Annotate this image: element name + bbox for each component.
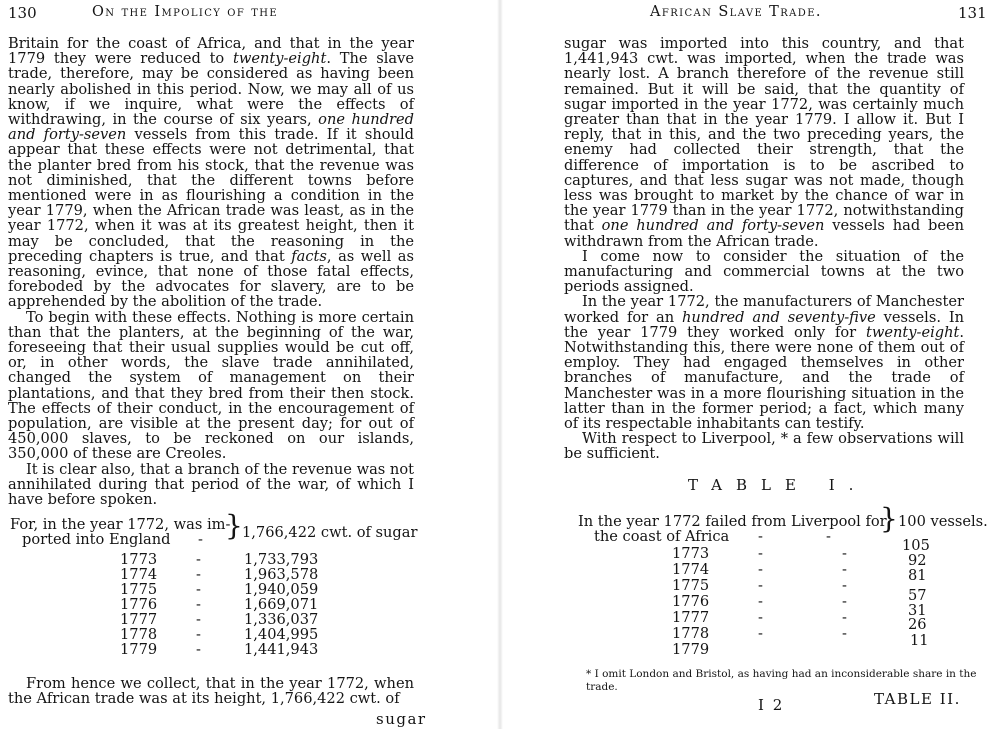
left-page-number: 130 [8,4,37,22]
table-row-year: 1776 [120,596,158,613]
sugar-table-label-1: For, in the year 1772, was im- [10,516,231,533]
table-row-year: 1775 [672,577,710,594]
right-running-head: African Slave Trade. [650,4,822,20]
right-text-block [564,36,964,462]
table-row-dash: - [842,545,847,562]
brace-icon: } [880,502,898,535]
table-row-value: 81 [908,567,927,584]
table-title: TABLE I. [688,476,868,494]
signature-mark: I 2 [758,696,785,714]
table-row-dash: - [196,641,201,658]
left-running-head: On the Impolicy of the [92,4,279,20]
table-row-year: 1773 [120,551,158,568]
table-row-dash: - [842,593,847,610]
sugar-table-dash: - [198,531,203,548]
table-row-value: 57 [908,587,927,604]
table-row-year: 1779 [120,641,158,658]
table-row-dash: - [842,609,847,626]
table-row-dash: - [196,611,201,628]
table-row-dash: - [758,609,763,626]
brace-icon: } [225,509,243,542]
left-paragraph-4: From hence we collect, that in the year 1772, when the African trade was at its height, 1,766,422 cwt. of [8,675,414,708]
sugar-table-label-2: ported into England [22,531,171,548]
table-row-year: 1774 [120,566,158,583]
table-row-year: 1778 [120,626,158,643]
right-page-number: 131 [958,4,987,22]
table-row-value: 1,441,943 [244,641,319,658]
table-row-value: 1,963,578 [244,566,319,583]
table-row-dash: - [758,593,763,610]
table-row-dash: - [842,577,847,594]
left-paragraph-4-block [8,676,414,706]
table-row-value: 1,669,071 [244,596,319,613]
table-row-value: 1,733,793 [244,551,319,568]
table-row-dash: - [758,577,763,594]
table-row-year: 1777 [672,609,710,626]
left-paragraph-1: Britain for the coast of Africa, and that in the year 1779 they were reduced to twenty-eight. The slave trade, therefore, may be considered as having been nearly abolished in this period. Now, we may all of us know, if we inquire, what were the effects of withdrawing, in the course of six years, one hundred and forty-seven vessels from this trade. If it should appear that these effects were not detrimental, that the planter bred from his stock, that the revenue was not diminished, that the different towns before mentioned were in as flourishing a condition in the year 1779, when the African trade was least, as in the year 1772, when it was at its greatest height, then it may be concluded, that the reasoning in the preceding chapters is true, and that facts, as well as reasoning, evince, that none of those fatal effects, foreboded by the advocates for slavery, are to be apprehended by the abolition of the trade. [8,35,414,311]
footnote: * I omit London and Bristol, as having had an inconsiderable share in the trade. [586,668,977,693]
table-row-dash: - [196,596,201,613]
liverpool-table-dash: - [826,528,831,545]
right-catchword: TABLE II. [874,690,961,708]
table-row-value: 1,404,995 [244,626,319,643]
left-text-block [8,36,414,507]
table-row-value: 92 [908,552,927,569]
table-row-value: 31 [908,602,927,619]
left-paragraph-3: It is clear also, that a branch of the revenue was not annihilated during that period of the war, of which I have before spoken. [8,460,414,509]
table-row-dash: - [842,625,847,642]
table-row-value: 1,940,059 [244,581,319,598]
table-row-value: 1,336,037 [244,611,319,628]
table-row-dash: - [842,561,847,578]
table-row-dash: - [758,545,763,562]
table-row-year: 1774 [672,561,710,578]
left-catchword: sugar [376,710,427,728]
table-row-year: 1776 [672,593,710,610]
table-row-value: 26 [908,616,927,633]
right-paragraph-4: With respect to Liverpool, * a few observations will be sufficient. [564,430,964,463]
right-paragraph-1: sugar was imported into this country, and that 1,441,943 cwt. was imported, when the trade was nearly lost. A branch therefore of the revenue still remained. But it will be said, that the quantity of sugar imported in the year 1772, was certainly much greater than that in the year 1779. I allow it. But I reply, that in this, and the two preceding years, the enemy had collected their strength, that the difference of importation is to be ascribed to captures, and that less sugar was not made, though less was brought to market by the chance of war in the year 1779 than in the year 1772, notwithstanding that one hundred and forty-seven vessels had been withdrawn from the African trade. [564,35,964,250]
table-row-dash: - [196,581,201,598]
table-row-dash: - [196,551,201,568]
table-row-year: 1778 [672,625,710,642]
table-row-dash: - [196,566,201,583]
table-row-year: 1775 [120,581,158,598]
sugar-table-first-value: 1,766,422 cwt. of sugar [242,524,418,541]
liverpool-table-first-value: 100 vessels. [898,513,988,530]
liverpool-table-label-1: In the year 1772 failed from Liverpool for [578,513,887,530]
table-row-value: 105 [902,537,930,554]
liverpool-table-label-2: the coast of Africa [594,528,730,545]
right-page [500,0,1000,729]
table-row-dash: - [758,561,763,578]
liverpool-table-dash: - [758,528,763,545]
table-row-dash: - [196,626,201,643]
table-row-year: 1773 [672,545,710,562]
table-row-year: 1777 [120,611,158,628]
right-paragraph-2: I come now to consider the situation of the manufacturing and commercial towns at the two periods assigned. [564,247,964,296]
table-row-value: 11 [910,632,929,649]
right-paragraph-3: In the year 1772, the manufacturers of Manchester worked for an hundred and seventy-five vessels. In the year 1779 they worked only for twenty-eight. Notwithstanding this, there were none of them out of employ. They had engaged themselves in other branches of manufacture, and the trade of Manchester was in a more flourishing situation in the latter than in the former period; a fact, which many of its respectable inhabitants can testify. [564,293,965,433]
table-row-dash: - [758,625,763,642]
left-paragraph-2: To begin with these effects. Nothing is more certain than that the planters, at the beginning of the war, foreseeing that their usual supplies would be cut off, or, in other words, the slave trade annihilated, changed the system of management on their plantations, and that they bred from their then stock. The effects of their conduct, in the encouragement of population, are visible at the present day; for out of 450,000 slaves, to be reckoned on our islands, 350,000 of these are Creoles. [8,308,414,463]
table-row-year: 1779 [672,641,710,658]
